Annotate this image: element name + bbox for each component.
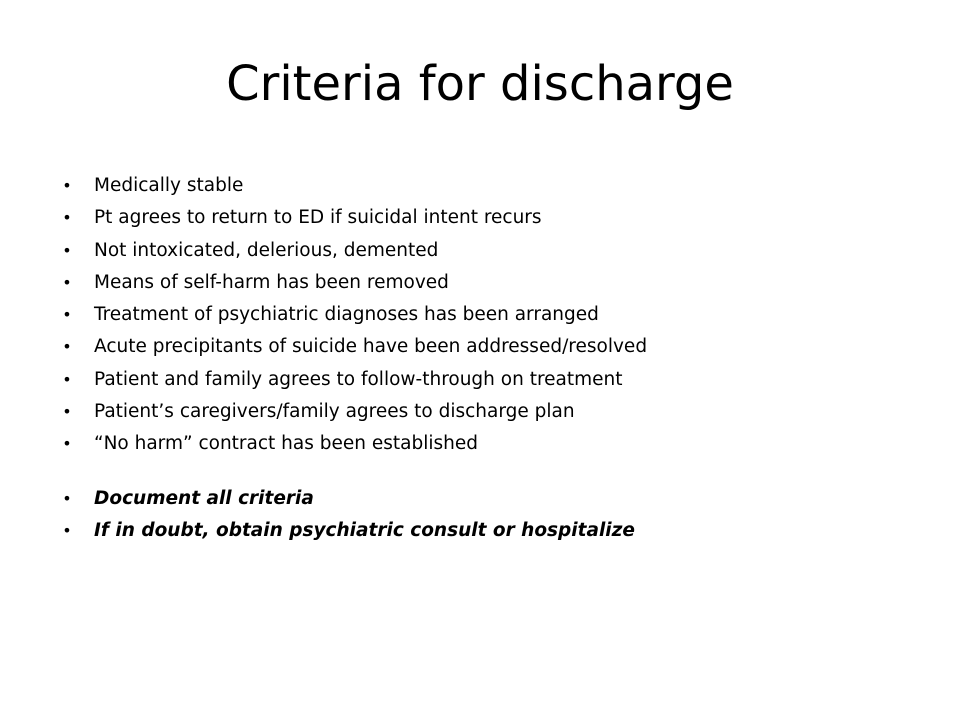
bullet-text: Pt agrees to return to ED if suicidal intent recurs xyxy=(94,207,542,229)
bullet-item xyxy=(0,202,960,234)
bullet-item xyxy=(0,364,960,396)
emphasis-bullet-text: If in doubt, obtain psychiatric consult or hospitalize xyxy=(94,519,635,541)
bullet-text: Not intoxicated, delerious, demented xyxy=(94,239,439,261)
slide-title: Criteria for discharge xyxy=(226,56,734,112)
bullet-icon: • xyxy=(62,272,72,292)
bullet-item xyxy=(0,428,960,460)
bullet-text: Medically stable xyxy=(94,175,244,196)
bullet-text: Patient and family agrees to follow-through on treatment xyxy=(94,368,623,390)
bullet-item xyxy=(0,396,960,428)
emphasis-bullet-text: Document all criteria xyxy=(94,487,314,509)
bullet-item xyxy=(0,331,960,363)
bullet-text: “No harm” contract has been established xyxy=(94,433,478,455)
emphasis-bullet-item xyxy=(0,483,960,515)
bullet-icon: • xyxy=(62,337,72,357)
bullet-icon: • xyxy=(62,402,72,422)
bullet-text: Means of self-harm has been removed xyxy=(94,271,449,293)
bullet-list xyxy=(0,170,960,547)
bullet-icon: • xyxy=(62,434,72,454)
bullet-item xyxy=(0,267,960,299)
emphasis-bullet-item xyxy=(0,515,960,547)
bullet-item xyxy=(0,299,960,331)
bullet-item xyxy=(0,235,960,267)
bullet-item xyxy=(0,170,960,202)
bullet-icon: • xyxy=(62,176,72,195)
bullet-text: Patient’s caregivers/family agrees to discharge plan xyxy=(94,401,575,423)
bullet-icon: • xyxy=(62,369,72,389)
bullet-icon: • xyxy=(62,208,72,228)
bullet-icon: • xyxy=(62,240,72,260)
bullet-icon: • xyxy=(62,305,72,325)
bullet-text: Acute precipitants of suicide have been addressed/resolved xyxy=(94,336,648,358)
bullet-icon: • xyxy=(62,488,72,508)
bullet-text: Treatment of psychiatric diagnoses has been arranged xyxy=(94,304,599,326)
bullet-icon: • xyxy=(62,520,72,540)
